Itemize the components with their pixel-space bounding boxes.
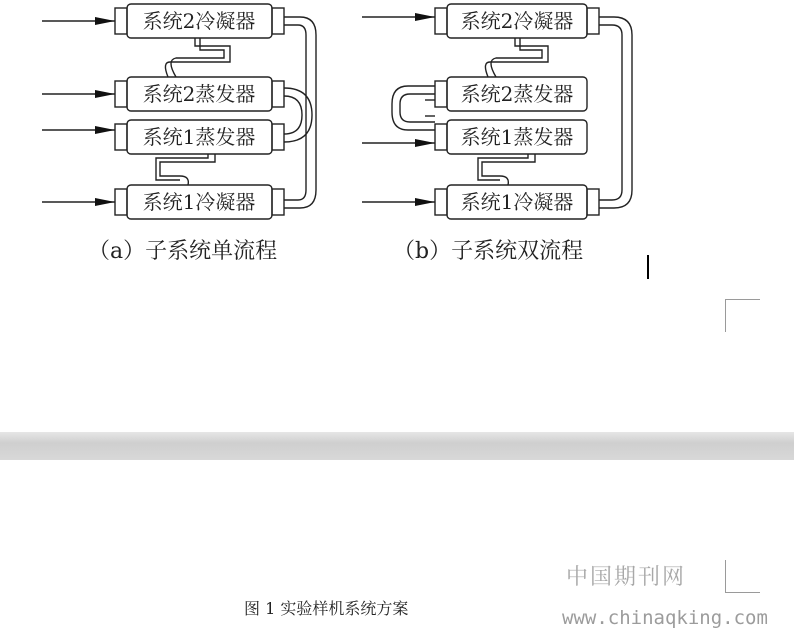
crop-mark-bottom	[725, 560, 760, 593]
diagram-b-unit-2-label: 系统2蒸发器	[460, 82, 574, 106]
diagram-a-unit-1-label: 系统2冷凝器	[142, 9, 256, 33]
diagram-b-caption: （b）子系统双流程	[393, 239, 584, 264]
diagram-a-return-pipe	[284, 17, 316, 208]
watermark-url: www.chinaqking.com	[562, 607, 768, 629]
diagram-b-unit-4-label: 系统1冷凝器	[460, 190, 574, 214]
figure-caption: 图 1 实验样机系统方案	[244, 599, 409, 618]
diagram-a-inlet-lines	[42, 21, 115, 202]
crop-mark-top	[725, 299, 760, 332]
diagram-a-unit-3-label: 系统1蒸发器	[142, 125, 256, 149]
diagram-a-unit-2-label: 系统2蒸发器	[142, 82, 256, 106]
diagram-b-unit-3-label: 系统1蒸发器	[460, 125, 574, 149]
diagram-b-return-pipe	[599, 17, 632, 208]
text-cursor	[647, 255, 649, 279]
diagram-b-inlet-lines	[362, 17, 435, 202]
flow-arrowheads	[95, 13, 435, 206]
diagram-a-unit-4-label: 系统1冷凝器	[142, 190, 256, 214]
watermark-site-name: 中国期刊网	[566, 565, 687, 590]
diagram-b-evaporator-bypass	[392, 86, 435, 130]
page-separator	[0, 432, 794, 460]
diagram-b-unit-1-label: 系统2冷凝器	[460, 9, 574, 33]
diagram-a-caption: （a）子系统单流程	[88, 239, 278, 264]
